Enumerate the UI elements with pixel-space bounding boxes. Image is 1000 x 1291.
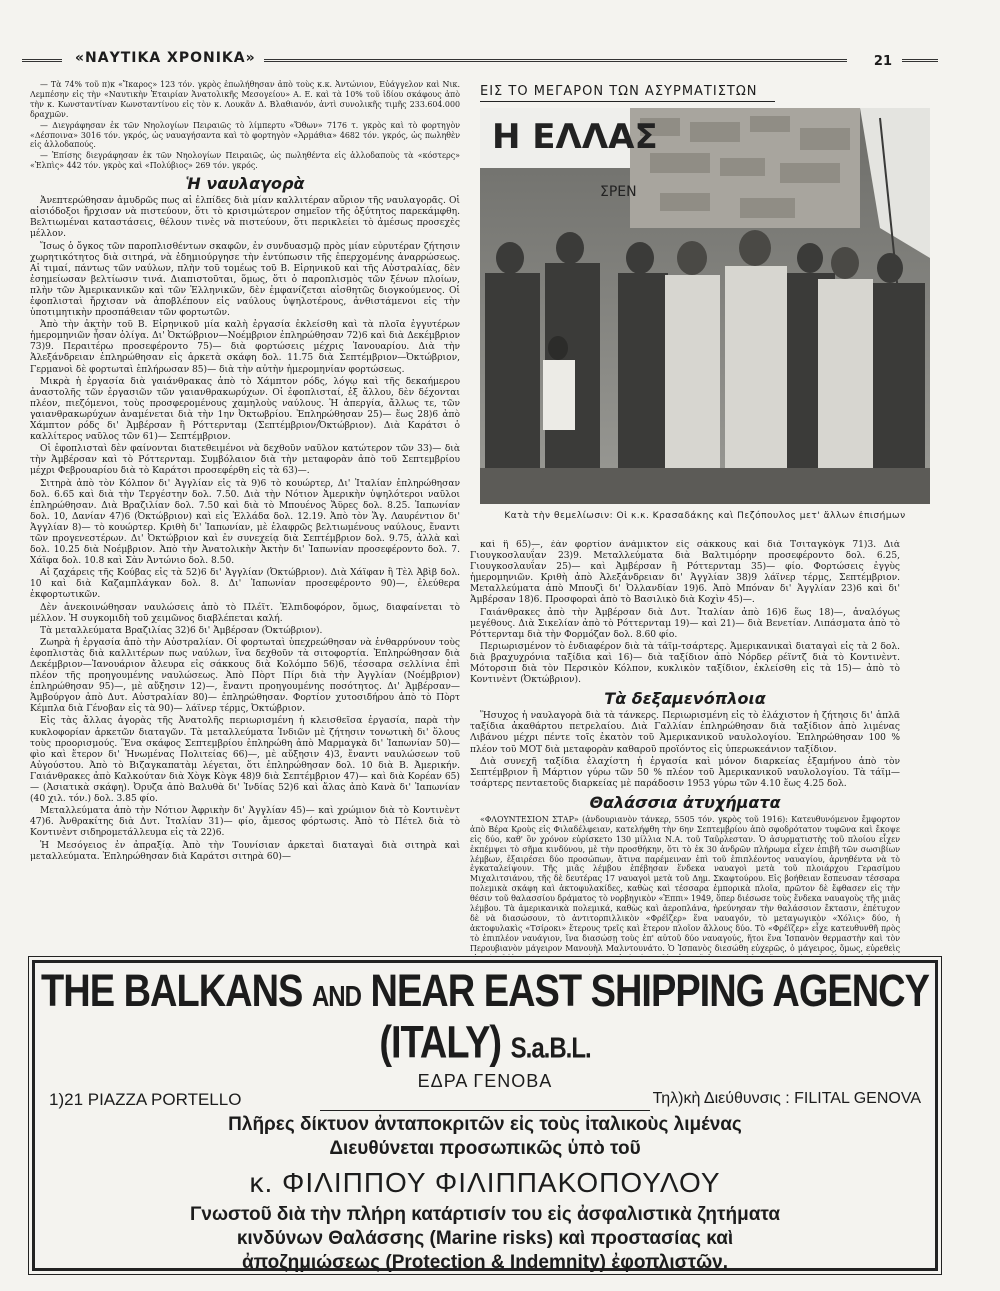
article-paragraph: Δὲν ἀνεκοινώθησαν ναυλώσεις ἀπὸ τὸ Πλέϊτ. Ἐλπιδοφόρον, ὅμως, διαφαίνεται τὸ μέλλον. Ἡ συγκομιδὴ τοῦ χειμῶνος διαβλέπεται καλή. [30, 602, 460, 624]
photo-block [480, 84, 930, 534]
article-paragraph: Σιτηρὰ ἀπὸ τὸν Κόλπον δι' Ἀγγλίαν εἰς τὰ 9)6 τὸ κουώρτερ, Δι' Ἰταλίαν ἐπληρώθησαν δολ. 6.65 καὶ διὰ τὴν Τεργέστην δολ. 7.50. Διὰ τὴν Νότιον Ἀμερικὴν ὑψηλότεροι ναῦλοι ἐπληρώθησαν. Διὰ Βραζιλίαν δολ. 7.50 καὶ διὰ τὸ Μπουένος Ἄϋρες δολ. 8.25. Ἰαπωνίαν δολ. 10, Δανίαν 47)6 (Ὀκτώβριον) καὶ εἰς Ἑλλάδα δολ. 12.19. Ἀπὸ τὸν Ἅγ. Λαυρέντιον δι' Ἀγγλίαν 8)— τὸ κουώρτερ. Κριθὴ δι' Ἰαπωνίαν, μὲ ἐλαφρῶς βελτιωμένους ναύλους, ἔναντι τῶν προγενεστέρων. Δι' Ὀκτώβριον καὶ ἐν συνεχείᾳ διὰ Σεπτέμβριον δολ. 9.75, ἀλλὰ καὶ δολ. 10.25 διὰ Νοέμβριον. Ἀπὸ τὴν Ἀνατολικὴν Ἀκτὴν δι' Ἰαπωνίαν προσεφέροντο δολ. 7. Χάϊφα δολ. 10.8 καὶ Σὰν Ἀντώνιο δολ. 8.50. [30, 478, 460, 567]
page-header [22, 50, 938, 72]
article-paragraph: Τὰ μεταλλεύματα Βραζιλίας 32)6 δι' Ἀμβέρσαν (Ὀκτώβριον). [40, 625, 323, 636]
article-paragraph: Ζωηρὰ ἡ ἐργασία ἀπὸ τὴν Αὐστραλίαν. Οἱ φορτωταὶ ὑπεχρεώθησαν νὰ ἐνθαρρύνουν τοὺς ἐφοπλιστὰς διὰ καλλιτέρων πως ναύλων, ἵνα δεχθοῦν τὰ σιτοφορτία. Ἐπληρώθησαν διὰ Δεκέμβριον—Ἰανουάριον ἄλευρα εἰς σάκκους διὰ Κολόμπο 56)6, τέσσαρα σελλίνια ἐπὶ πλέον τῆς προηγουμένης ναυλώσεως. Ἀπὸ Πὸρτ Πίρι διὰ τὴν Ἀγγλίαν (Νοέμβριον) ἐπληρώθησαν 95)—, μὲ αὔξησιν 12)—, ἔναντι προηγουμένης ποσότητος. Δι' Ἀμβέρσαν—Ἀμβούργον ἀπὸ Δυτ. Αὐστραλίαν 80)— ἐπληρώθησαν. Φορτίον χυτοσιδήρου ἀπὸ τὸ Πὸρτ Κέμπλα διὰ Γένοβαν εἰς τὰ 90)— λάϊνερ τέρμς, Ὀκτώβριον. [30, 637, 460, 715]
article-paragraph: Ἥσυχος ἡ ναυλαγορὰ διὰ τὰ τάνκερς. Περιωρισμένη εἰς τὸ ἐλάχιστον ἡ ζήτησις δι' ἁπλᾶ ταξίδια ἀκαθάρτου πετρελαίου. Διὰ Γαλλίαν ἐπληρώθησαν διὰ ταξίδιον ἀπὸ λιμένας Λιβάνου μέχρι πέντε τοῖς ἑκατὸν τοῦ Ἀμερικανικοῦ ναυλολογίου. Ἐπληρώθησαν 100 % πλέον τοῦ ΜΟΤ διὰ μεταφορὰν καθαροῦ προϊόντος εἰς ὑπερωκεάνιον ταξίδιον. [470, 711, 900, 755]
right-column [470, 540, 900, 955]
company-name-part: THE BALKANS [41, 966, 303, 1017]
article-paragraph: Μεταλλεύματα ἀπὸ τὴν Νότιον Ἀφρικὴν δι' Ἀγγλίαν 45)— καὶ χρώμιον διὰ τὸ Κοντινὲντ 47)6. Ἀνθρακίτης διὰ Δυτ. Ἰταλίαν 31)— φίο, ἄμεσος φόρτωσις. Ἀπὸ τὸ Πέτελ διὰ τὸ Κοντινὲντ σιδηρομετάλλευμα εἰς τὰ 22)6. [30, 806, 460, 839]
street-address: 1)21 PIAZZA PORTELLO [49, 1090, 242, 1109]
header-rule-middle [262, 59, 847, 62]
network-line: Πλῆρες δίκτυον ἀνταποκριτῶν εἰς τοὺς ἰταλικοὺς λιμένας [228, 1114, 742, 1135]
article-paragraph: Ἀπὸ τὴν ἀκτὴν τοῦ Β. Εἰρηνικοῦ μία καλὴ ἐργασία ἐκλείσθη καὶ τὰ πλοῖα ἐγγυτέρων ἡμερομηνιῶν ἦσαν ὀλίγα. Δι' Ὀκτώβριον—Νοέμβριον ἐπληρώθησαν 72)6 καὶ διὰ Δεκέμβριον 73)9. Περαιτέρω προσεφέροντο 75)— διὰ φορτώσεις μέχρις Ἰανουαρίου. Διὰ τὴν Ἀλεξάνδρειαν ἐπληρώθησαν εἰς ἀρκετὰ σκάφη δολ. 11.75 διὰ Σεπτέμβριον—Ὀκτώβριον, Γερμανοὶ δὲ φορτωταὶ ἐπλήρωσαν 85)— διὰ τὴν αὐτὴν ἡμερομηνίαν φορτώσεως. [30, 320, 460, 375]
left-column [30, 80, 460, 955]
expertise-line-2: κινδύνων Θαλάσσης (Marine risks) καὶ προστασίας καὶ [236, 1228, 734, 1249]
header-rule-left [22, 59, 62, 62]
photo-illustration [480, 108, 930, 504]
article-paragraph: καὶ ἢ 65)—, ἐὰν φορτίον ἀνάμικτον εἰς σάκκους καὶ διὰ Τσιταγκὸγκ 71)3. Διὰ Γιουγκοσλαυΐαν 23)9. Μεταλλεύματα διὰ Βαλτιμόρην προσεφέροντο δολ. 6.25, Γιουγκοσλαυΐαν 25)— καὶ Ἀμβέρσαν ἢ Ρόττερνταμ 35)— φίο. Φορτώσεις ἐγγὺς ἡμερομηνιῶν. Κριθὴ ἀπὸ Ἀλεξάνδρειαν δι' Ἀγγλίαν 38)9 λάϊνερ τέρμς, Σεπτέμβριον. Μεταλλεύματα ἀπὸ Μπουζὶ δι' Ὀλλανδίαν 19)6. Ἀπὸ Μπόναν δι' Ἀγγλίαν 23)6 καὶ δι' Ἀμβέρσαν 18)6. Προσφοραὶ ἀπὸ τὸ Βασιλικὸ διὰ Κοχὶν 45)—. [470, 540, 900, 606]
article-paragraph: Περιωρισμένον τὸ ἐνδιαφέρον διὰ τὰ τάϊμ-τσάρτερς. Ἀμερικανικαὶ διαταγαὶ εἰς τὰ 2 δολ. διὰ βραχυχρόνια ταξίδια καὶ 16)— διὰ ταξίδιον ἀπὸ Νόρδερ ρέϊντζ διὰ τὸ Κοντινὲντ. Μότορσιπ διὰ τὸν Περσικὸν Κόλπον, κυκλικὸν ταξίδιον, ἐκλείσθη εἰς τὰ 15)— ἀπὸ τὸ Κοντινὲντ (Ὀκτώβριον). [470, 641, 900, 686]
article-paragraph: Διὰ συνεχῆ ταξίδια ἐλαχίστη ἡ ἐργασία καὶ μόνον διαρκείας ἑξαμήνου ἀπὸ τὸν Σεπτέμβριον ἢ Μάρτιον γύρω τῶν 50 % πλέον τοῦ Ἀμερικανικοῦ ναυλολογίου. Τὰ τάϊμ—τσάρτερς πενταετοῦς διαρκείας μὲ παράδοσιν 1953 γύρω τῶν 4.10 ἕως 4.25 δολ. [470, 756, 900, 789]
section-heading-freight-market: Ἡ ναυλαγορὰ [185, 174, 305, 194]
article-paragraph: Ἡ Μεσόγειος ἐν ἀπραξίᾳ. Ἀπὸ τὴν Τουνίσιαν ἀρκεταὶ διαταγαὶ διὰ σιτηρὰ καὶ μεταλλεύματα. Ἐπληρώθησαν διὰ Καράτσι σιτηρὰ 60)— [30, 840, 460, 862]
section-heading-tankers: Τὰ δεξαμενόπλοια [604, 689, 766, 709]
photo-heading: ΕΙΣ ΤΟ ΜΕΓΑΡΟΝ ΤΩΝ ΑΣΥΡΜΑΤΙΣΤΩΝ [480, 84, 775, 102]
article-paragraph: Ἴσως ὁ ὄγκος τῶν παροπλισθέντων σκαφῶν, ἐν συνδυασμῷ πρὸς μίαν εὐρυτέραν ζήτησιν χωρητικότητος διὰ σιτηρά, νὰ ἐδημιούργησε τὴν ἐντύπωσιν τῆς ἐπερχομένης ἀναρρώσεως. Αἱ τιμαί, πάντως τῶν ναύλων, πλὴν τοῦ τομέως τοῦ Β. Εἰρηνικοῦ καὶ τῆς Αὐστραλίας, δὲν ἐσημείωσαν βελτίωσιν τινά. Διαπιστοῦται, ὅμως, ὅτι ὁ παροπλισμὸς τῶν ξένων πλοίων, πλὴν τῶν Ἀμερικανικῶν καὶ τῶν Ἑλληνικῶν, δὲν ἐμφανίζεται αἰσθητῶς διογκούμενος. Οἱ ἐφοπλισταὶ ἤρχισαν νὰ ἀποβλέπουν εἰς ναύλους ὑψηλοτέρους, ἀνθιστάμενοι εἰς τὴν ὑποτιμητικὴν προσπάθειαν τῶν φορτωτῶν. [30, 241, 460, 319]
news-item: — Τὰ 74% τοῦ π)κ «Ἴκαρος» 123 τόν. γκρὸς ἐπωλήθησαν ἀπὸ τοὺς κ.κ. Ἀντώνιον, Εὐάγγελον καὶ Νικ. Λεμπέσην εἰς τὴν «Ναυτικὴν Ἑταιρίαν Ἀνατολικῆς Μεσογείου» Α. Ε. καὶ τὰ 10% τοῦ ἰδίου σκάφους ἀπὸ τὴν κ. Κωνσταντίναν Κωνσταντίνου εἰς τὸν κ. Λουκᾶν Δ. Βλαθιανόν, ἀντὶ συνολικῆς τιμῆς 233.604.000 δραχμῶν. [30, 80, 460, 119]
page-number: 21 [868, 54, 898, 69]
expertise-line-3: ἀποζημιώσεως (Protection & Indemnity) ἐφοπλιστῶν. [241, 1252, 729, 1273]
article-paragraph: Ἀνεπτερώθησαν ἀμυδρῶς πως αἱ ἐλπίδες διὰ μίαν καλλιτέραν αὔριον τῆς ναυλαγορᾶς. Οἱ αἰσιόδοξοι ἤρχισαν νὰ πιστεύουν, ὅτι τὸ κρισιμώτερον σημεῖον τῆς ὀξύτητος παρεκάμφθη. Βελτιωμέναι καταστάσεις, θέλουν τινὲς νὰ πιστεύουν, ὅτι περικλείει τὸ ἀμέσως προσεχὲς μέλλον. [30, 196, 460, 240]
article-paragraph: Αἱ ζαχάρεις τῆς Κούβας εἰς τὰ 52)6 δι' Ἀγγλίαν (Ὀκτώβριον). Διὰ Χάϊφαν ἢ Τὲλ Ἀβὶβ δολ. 10 καὶ διὰ Καζαμπλάγκαν δολ. 8. Δι' Ἰαπωνίαν προσεφέροντο 90)—, ἐλεύθερα ἐκφορτωτικῶν. [30, 568, 460, 601]
company-seat: ΕΔΡΑ ΓΕΝΟΒΑ [417, 1071, 553, 1091]
company-name-and: AND [311, 980, 361, 1014]
company-suffix: S.a.B.L. [510, 1032, 591, 1065]
article-paragraph: Γαιάνθρακες ἀπὸ τὴν Ἀμβέρσαν διὰ Δυτ. Ἰταλίαν ἀπὸ 16)6 ἕως 18)—, ἀναλόγως μεγέθους. Διὰ Σικελίαν ἀπὸ τὸ Ρόττερνταμ 19)— καὶ 21)— διὰ Βενετίαν. Λιπάσματα ἀπὸ τὸ Ρόττερνταμ διὰ τὴν Φορμόζαν δολ. 8.60 φίο. [470, 607, 900, 640]
newspaper-page [22, 40, 938, 1273]
director-name: κ. ΦΙΛΙΠΠΟΥ ΦΙΛΙΠΠΑΚΟΠΟΥΛΟΥ [249, 1167, 721, 1198]
article-paragraph: «ΦΛΟΥΝΤΕΣΙΟΝ ΣΤΑΡ» (ἀνδουριανὸν τάνκερ, 5505 τόν. γκρὸς τοῦ 1916): Κατευθυνόμενον ἔμφορτον ἀπὸ Βέρα Κροὺς εἰς Φιλαδέλφειαν, κατελήφθη τὴν 6ην Σεπτεμβρίου ἀπὸ σφοδρότατον τυφῶνα καὶ ἔκοψε εἰς δύο, καθ' ὃν χρόνον εὑρίσκετο 130 μίλλια Ν.Α. τοῦ Ταῦρλεσταν. Ὁ ἀσυρματιστὴς τοῦ πλοίου εἶχεν ἐκπέμψει τὸ σῆμα κινδύνου, μὲ τὴν προσθήκην, ὅτι τὸ ἐκ 30 ἀνδρῶν πλήρωμα εἶχεν ἐπιβῆ τῶν σωσιβίων λέμβων, ἐξαιρέσει δύο προσώπων, ἅτινα παρέμειναν ἐπὶ τοῦ ἐπιπλέοντος ναυαγίου, ἀρνηθέντα νὰ τὸ ἐγκαταλείψουν. Τῆς μιᾶς λέμβου ἐπέβησαν ἕνδεκα ναυαγοὶ μετὰ τοῦ πλοιάρχου Γερασίμου Μιχαλιτσιάνου, τῆς δὲ δευτέρας 17 ναυαγοὶ μετὰ τοῦ Δημ. Σκαφτούρου. Εἰς βοήθειαν ἔσπευσαν τέσσαρα πολεμικὰ σκάφη καὶ ἀκτοφυλακίδες, καθὼς καὶ τέσσαρα ἐμπορικὰ πλοῖα, πρῶτον δὲ ἔφθασεν εἰς τὴν θέσιν τοῦ θαλασσίου δράματος τὸ νορβηγικὸν «Ἐππι» 1949, ὅπερ διέσωσε τοὺς ἕνδεκα ναυαγοὺς τῆς μιᾶς λέμβου. Τὰ ἀμερικανικὰ πολεμικά, καθὼς καὶ ἀεροπλάνα, ἠρεύνησαν τὴν θαλάσσιον ἔκτασιν, ἐπέτυχον δὲ νὰ διασώσουν, τὸ ἀντιτορπιλλικὸν «Φρέϊζερ» ἕνα ναυαγόν, τὸ μεταγωγικὸν «Χόλις» δύο, ἡ ἀκτοφυλακὶς «Τσίροκι» ἕτερους τρεῖς καὶ ἕτερον πλοῖον ἄλλους δύο. Τὸ «Φρέϊζερ» εἶχε κατευθυνθῆ πρὸς τὸ ἐπιπλέον ναυάγιον, ἵνα διασώσῃ τοὺς ἐπ' αὐτοῦ δύο ναυαγούς, ἤτοι ἕνα Ἰσπανὸν θερμαστὴν καὶ τὸν Περουβιανὸν μάγειρον Μανουὴλ Μαλντουνάτο. Ὁ Ἰσπανὸς διεσώθη εὐχερῶς, ὁ μάγειρος, ὅμως, εὐρεθεὶς [470, 814, 900, 953]
article-paragraph: Εἰς τὰς ἄλλας ἀγορὰς τῆς Ἀνατολῆς περιωρισμένη ἡ κλεισθεῖσα ἐργασία, παρὰ τὴν κυκλοφορίαν ἀρκετῶν διαταγῶν. Τὰ μεταλλεύματα Ἰνδιῶν μὲ ζήτησιν τονωτικὴ δι' ὅλους τοὺς προορισμούς. Ἕνα σκάφος Σεπτεμβρίου ἐπληρώθη ἀπὸ Μαρμαγκὰ δι' Ἰαπωνίαν 50)— φὶο καὶ ἕτερον δι' Ἡνωμένας Πολιτείας 66)—, μὲ αὔξησιν 4)3, ἔναντι ναυλώσεων τοῦ Αὐγούστου. Ἀπὸ τὸ Βιζαγκαπατὰμ λέγεται, ὅτι ἐπληρώθησαν δολ. 10 διὰ Β. Ἀμερικήν. Γαιάνθρακες ἀπὸ Καλκούταν διὰ Χὸγκ Κὸγκ 48)9 διὰ Σεπτέμβριον 47)— καὶ διὰ Κορέαν 65)— (Ἀσιατικὰ σκάφη). Ὀρυζα ἀπὸ Βαλυθὰ δι' Ἰνδίας 52)6 καὶ ἄλας ἀπὸ Κανὰ δι' Ἰαπωνίαν (40 χιλ. τόν.) δολ. 3.85 φίο. [30, 716, 460, 805]
shipping-agency-advertisement [32, 960, 938, 1271]
ceremony-photograph [480, 108, 930, 504]
news-item: — Διεγράφησαν ἐκ τῶν Νηολογίων Πειραιῶς τὸ λίμπερτυ «Ὄθων» 7176 τ. γκρὸς καὶ τὸ φορτηγὸν «Δέσποινα» 3016 τόν. γκρός, ὡς ναυαγήσαντα καὶ τὸ φορτηγὸν «Ἀρμάθια» 4682 τόν. γκρός, ὡς πωληθὲν εἰς ἀλλοδαπούς. [30, 120, 460, 150]
expertise-line-1: Γνωστοῦ διὰ τὴν πλήρη κατάρτισίν του εἰς ἀσφαλιστικὰ ζητήματα [189, 1204, 781, 1225]
banner-text: Η ΕΛΛΑΣ [492, 117, 658, 157]
telegraphic-address: Τηλ)κὴ Διεύθυνσις : FILITAL GENOVA [652, 1090, 921, 1107]
publication-title: «ΝΑΥΤΙΚΑ ΧΡΟΝΙΚΑ» [67, 50, 264, 66]
banner-text-small: ΣΡΕΝ [600, 184, 637, 200]
company-name-rest: NEAR EAST SHIPPING AGENCY (ITALY) [370, 966, 929, 1069]
company-name [35, 966, 935, 1069]
article-paragraph: Οἱ ἐφοπλισταὶ δὲν φαίνονται διατεθειμένοι νὰ δεχθοῦν ναῦλον κατώτερον τῶν 33)— διὰ τὴν Ἀμβέρσαν καὶ τὸ Ρόττερνταμ. Συμβόλαιον διὰ τὴν μεταφορὰν ἀπὸ τοῦ Σεπτεμβρίου μέχρι Φεβρουαρίου διὰ τὸ Καράτσι προσεφέρθη εἰς τὰ 63)—. [30, 444, 460, 477]
address-row [35, 1086, 935, 1108]
section-heading-marine-accidents: Θαλάσσια ἀτυχήματα [589, 792, 781, 812]
photo-caption: Κατὰ τὴν θεμελίωσιν: Οἱ κ.κ. Κρασαδάκης καὶ Πεζόπουλος μετ' ἄλλων ἐπισήμων [504, 511, 906, 521]
divider [320, 1110, 650, 1111]
news-item: — Ἐπίσης διεγράφησαν ἐκ τῶν Νηολογίων Πειραιῶς, ὡς πωληθέντα εἰς ἀλλοδαποὺς τὰ «κόστερς» «Ἐλπὶς» 442 τόν. γκρὸς καὶ «Πολύβιος» 269 τόν. γκρός. [30, 151, 460, 171]
managed-line: Διευθύνεται προσωπικῶς ὑπὸ τοῦ [329, 1138, 641, 1159]
header-rule-right [902, 59, 938, 62]
article-paragraph: Μικρὰ ἡ ἐργασία διὰ γαιάνθρακας ἀπὸ τὸ Χάμπτον ρόδς, λόγῳ καὶ τῆς δεκαήμερου ἀναστολῆς τῶν ἐργασιῶν τῶν γαιανθρακωρύχων. Οἱ ἐφοπλισταί, ἐξ ἄλλου, δὲν δέχονται πλέον, πιεζόμενοι, τοὺς προσφερομένους χαμηλοὺς ναύλους. Ἡ ἀπεργία, ἄλλως τε, τῶν γαιανθρακωρύχων ἀναμένεται διὰ τὴν 1ην Ὀκτωβρίου. Ἐπληρώθησαν 25)— ἕως 28)6 ἀπὸ Χάμπτον ρόδς δι' Ἀμβέρσαν ἢ Ρόττερνταμ (Σεπτέμβριον/Ὀκτώβριον). Διὰ Καράτσι ὁ καλλίτερος ναῦλος τῶν 61)— Σεπτέμβριον. [30, 376, 460, 443]
